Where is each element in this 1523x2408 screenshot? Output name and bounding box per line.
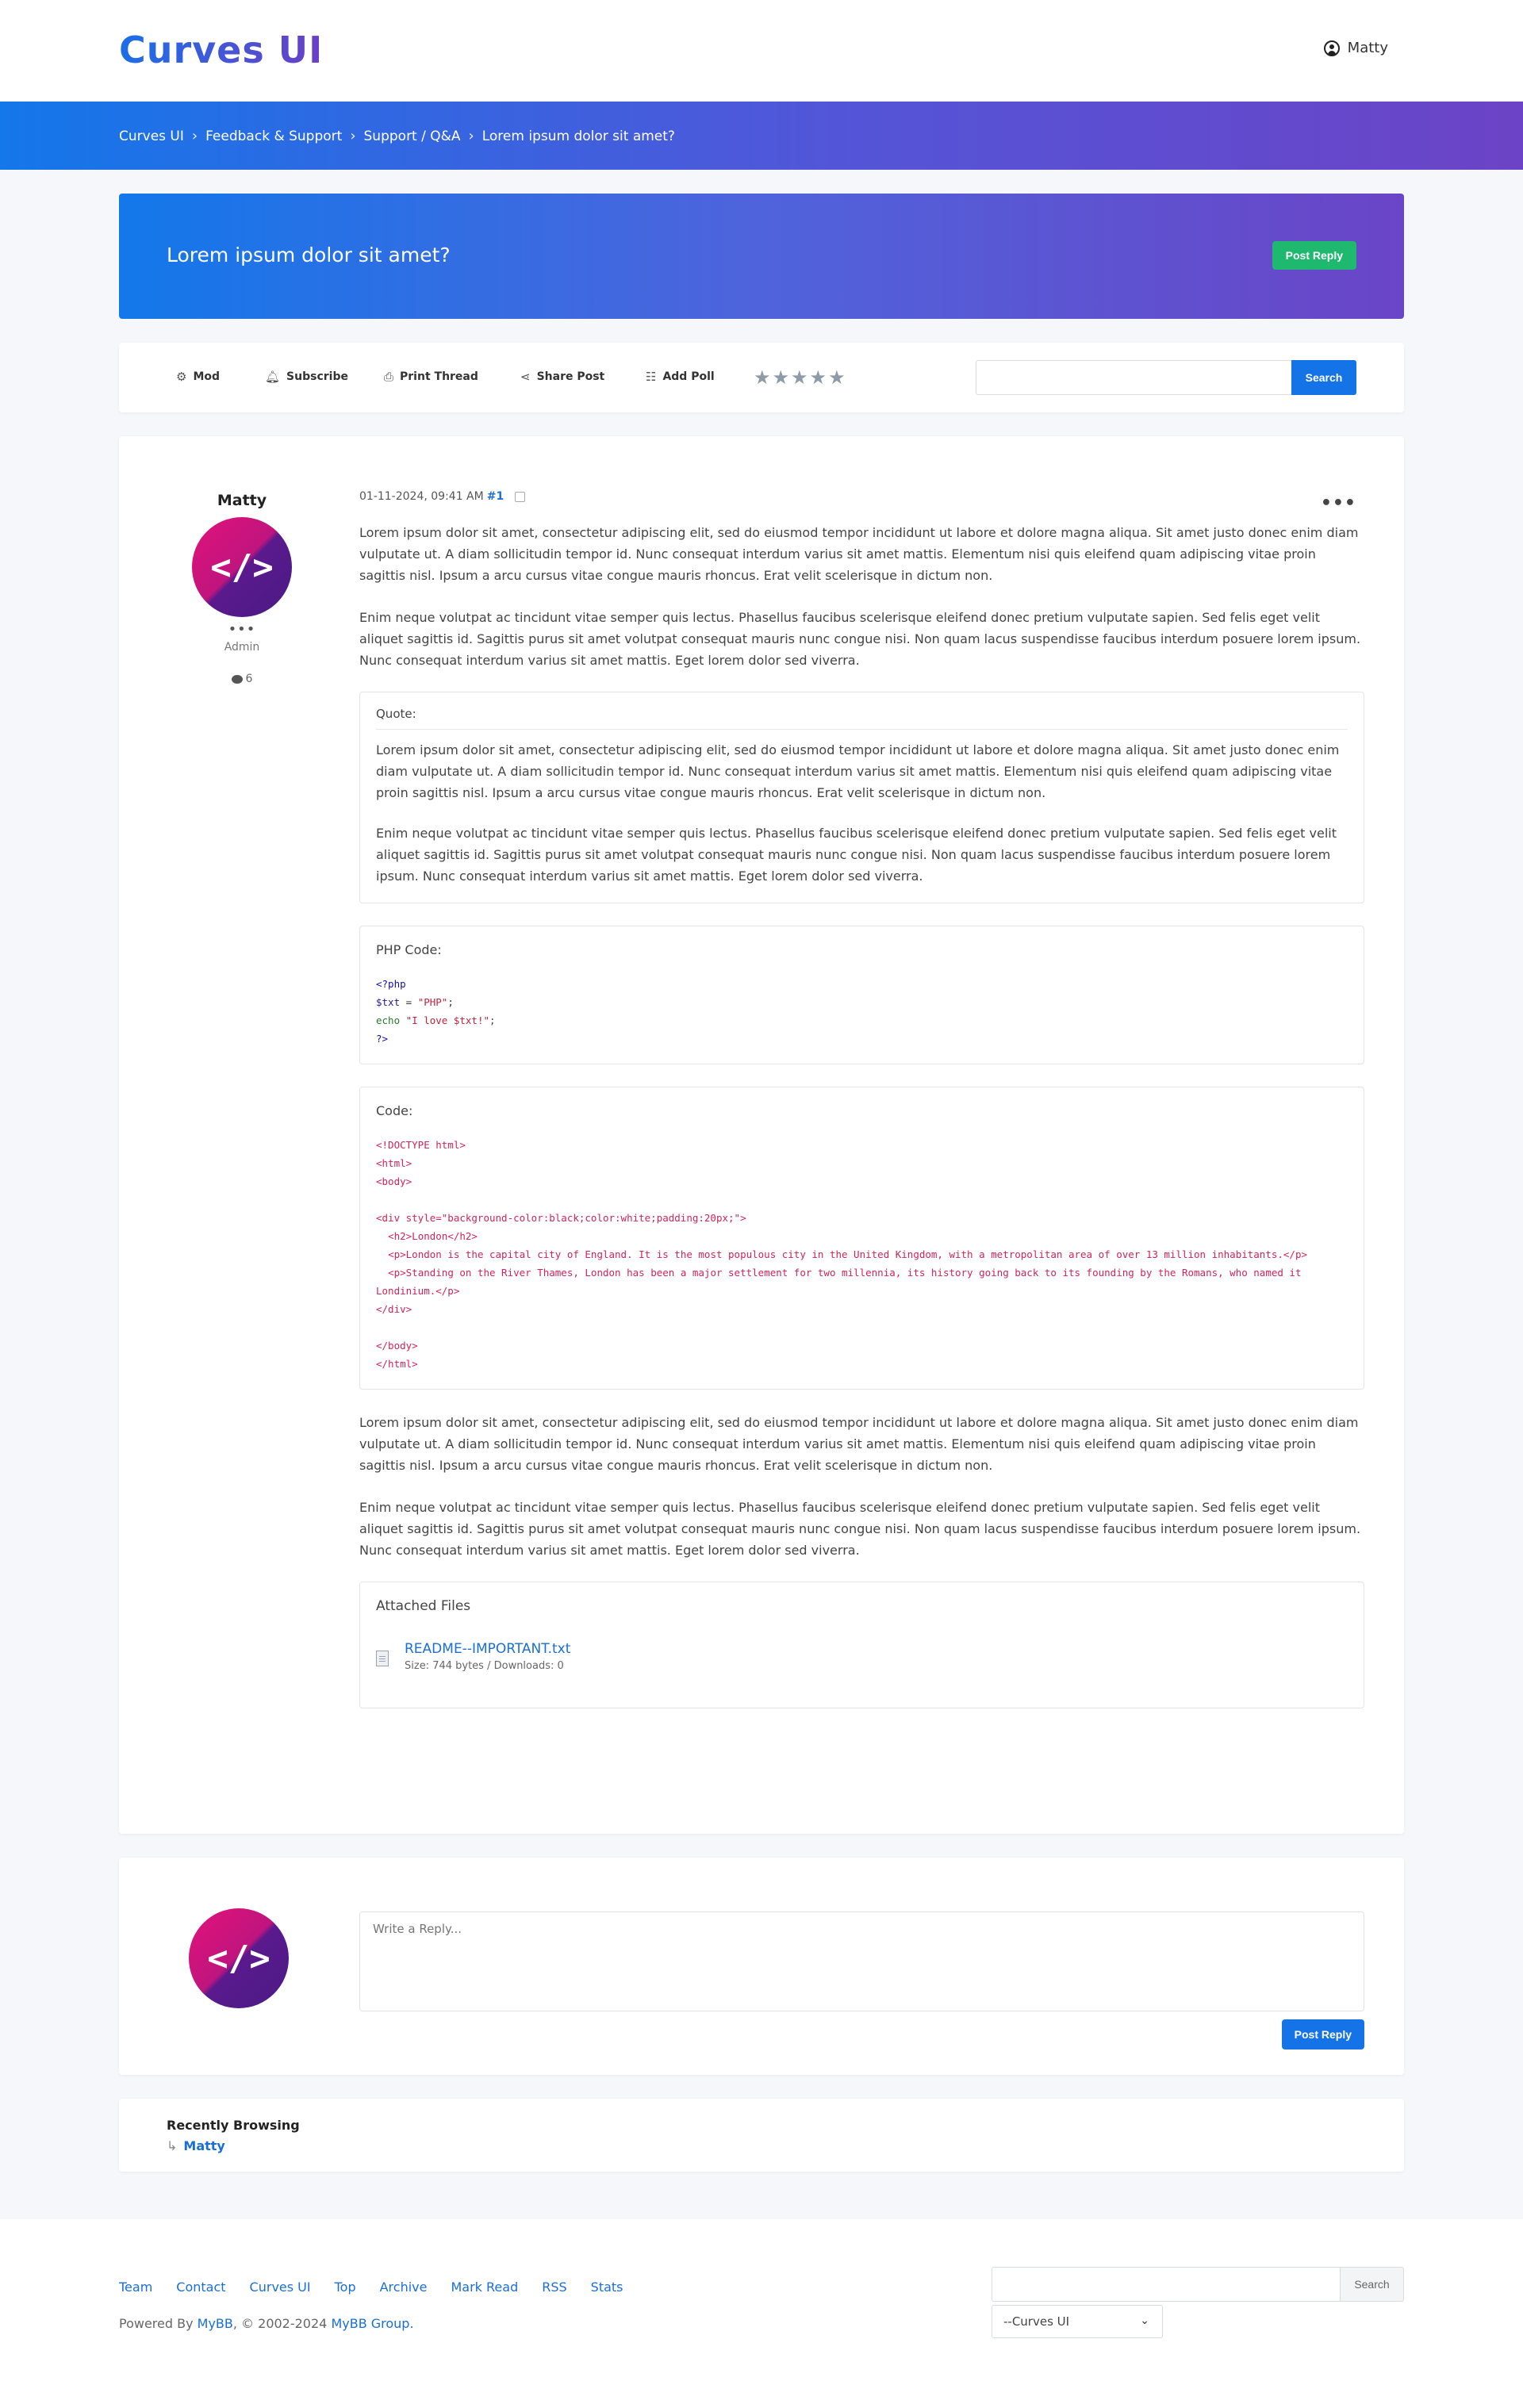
footer-link-top[interactable]: Top	[334, 2280, 356, 2295]
top-header	[0, 0, 1523, 102]
online-status-dots: •••	[228, 621, 256, 638]
breadcrumb	[119, 128, 675, 144]
paragraph: Enim neque volutpat ac tincidunt vitae semper quis lectus. Phasellus faucibus scelerisque eleifend donec pretium vulputate sapien. Sed felis eget velit aliquet sagittis id. Sagittis purus sit amet volutpat consequat mauris nunc congue nisi. Non quam lacus suspendisse faucibus interdum posuere lorem ipsum. Nunc consequat interdum varius sit amet mattis. Eget lorem dolor sed viverra.	[376, 826, 1337, 884]
add-poll-button[interactable]	[646, 370, 715, 384]
thread-title: Lorem ipsum dolor sit amet?	[167, 243, 451, 266]
print-label: Print Thread	[400, 370, 478, 383]
attachment-item	[376, 1641, 1348, 1672]
footer-link-contact[interactable]: Contact	[176, 2280, 226, 2295]
subscribe-button[interactable]	[265, 370, 348, 384]
attachment-link[interactable]: README--IMPORTANT.txt	[405, 1641, 571, 1657]
breadcrumb-item-current: Lorem ipsum dolor sit amet?	[481, 128, 675, 144]
footer-link-home[interactable]: Curves UI	[249, 2280, 311, 2295]
star-icon[interactable]: ★	[772, 366, 792, 389]
share-icon: ⋖	[520, 370, 531, 384]
recently-browsing	[119, 2099, 1404, 2172]
quote-label: Quote:	[376, 707, 1348, 730]
post-permalink[interactable]: #1	[486, 490, 504, 503]
paragraph: Lorem ipsum dolor sit amet, consectetur adipiscing elit, sed do eiusmod tempor incididunt ut labore et dolore magna aliqua. Sit amet justo donec enim diam vulputate ut. A diam sollicitudin tempor id. Nunc consequat interdum varius sit amet mattis. Elementum nisi quis eleifend quam adipiscing vitae proin sagittis nisl. Ipsum a arcu cursus vitae congue mauris rhoncus. Erat velit scelerisque in dictum non.	[359, 525, 1359, 583]
code-token: echo	[376, 1014, 406, 1026]
thread-rating[interactable]	[754, 366, 847, 389]
footer-links	[119, 2280, 623, 2295]
chevron-right-icon: ›	[191, 128, 198, 144]
poll-label: Add Poll	[662, 370, 715, 383]
chevron-down-icon: ⌄	[1140, 2314, 1149, 2327]
code-line	[376, 993, 1348, 1011]
avatar: </>	[189, 1908, 289, 2008]
thread-toolbar	[119, 343, 1404, 412]
attachment-info: Size: 744 bytes / Downloads: 0	[405, 1660, 564, 1672]
breadcrumb-item-home[interactable]: Curves UI	[119, 128, 184, 144]
attached-files-label: Attached Files	[376, 1598, 471, 1614]
code-line	[376, 1011, 1348, 1030]
user-menu[interactable]	[1324, 40, 1388, 56]
star-icon[interactable]: ★	[809, 366, 829, 389]
code-line: <?php	[376, 978, 406, 990]
quick-reply	[119, 1858, 1404, 2075]
quote-block	[359, 692, 1364, 903]
chevron-right-icon: ›	[468, 128, 474, 144]
powered-by	[119, 2316, 414, 2331]
code-token: $txt	[376, 996, 401, 1008]
author-name[interactable]: Matty	[217, 492, 267, 509]
thread-search-button[interactable]: Search	[1291, 360, 1356, 395]
code-line: ?>	[376, 1033, 389, 1045]
footer-link-stats[interactable]: Stats	[590, 2280, 623, 2295]
attached-files	[359, 1582, 1364, 1708]
mod-label: Mod	[193, 370, 221, 383]
poll-icon: ☷	[646, 370, 657, 384]
php-code-label: PHP Code:	[376, 942, 442, 957]
copyright-text: , © 2002-2024	[232, 2316, 332, 2331]
star-icon[interactable]: ★	[791, 366, 810, 389]
gear-icon: ⚙	[176, 370, 187, 384]
reply-textarea[interactable]	[359, 1911, 1364, 2011]
share-label: Share Post	[536, 370, 605, 383]
footer-link-rss[interactable]: RSS	[542, 2280, 567, 2295]
star-icon[interactable]: ★	[754, 366, 773, 389]
post-body	[359, 490, 1364, 1731]
user-icon	[1324, 40, 1340, 56]
theme-select[interactable]	[992, 2305, 1163, 2338]
php-code-block	[359, 926, 1364, 1064]
avatar[interactable]: </>	[192, 517, 292, 617]
code-label: Code:	[376, 1103, 413, 1118]
footer-search-input[interactable]	[992, 2267, 1341, 2302]
post-content	[359, 1412, 1364, 1561]
star-icon[interactable]: ★	[828, 366, 847, 389]
mybb-link[interactable]: MyBB	[197, 2316, 233, 2331]
user-name: Matty	[1347, 40, 1388, 56]
file-icon	[376, 1651, 389, 1666]
footer-link-archive[interactable]: Archive	[379, 2280, 428, 2295]
more-options-icon[interactable]: •••	[1320, 493, 1356, 513]
code-token: "PHP"	[417, 996, 448, 1008]
paragraph: Lorem ipsum dolor sit amet, consectetur adipiscing elit, sed do eiusmod tempor incididunt ut labore et dolore magna aliqua. Sit amet justo donec enim diam vulputate ut. A diam sollicitudin tempor id. Nunc consequat interdum varius sit amet mattis. Elementum nisi quis eleifend quam adipiscing vitae proin sagittis nisl. Ipsum a arcu cursus vitae congue mauris rhoncus. Erat velit scelerisque in dictum non.	[376, 742, 1340, 800]
recently-browsing-title: Recently Browsing	[167, 2118, 300, 2133]
footer-link-team[interactable]: Team	[119, 2280, 153, 2295]
comment-icon	[232, 675, 243, 684]
paragraph: Enim neque volutpat ac tincidunt vitae semper quis lectus. Phasellus faucibus scelerisque eleifend donec pretium vulputate sapien. Sed felis eget velit aliquet sagittis id. Sagittis purus sit amet volutpat consequat mauris nunc congue nisi. Non quam lacus suspendisse faucibus interdum posuere lorem ipsum. Nunc consequat interdum varius sit amet mattis. Eget lorem dolor sed viverra.	[359, 610, 1361, 668]
thread-banner	[119, 194, 1404, 319]
author-post-count	[190, 673, 293, 685]
paragraph: Lorem ipsum dolor sit amet, consectetur adipiscing elit, sed do eiusmod tempor incididunt ut labore et dolore magna aliqua. Sit amet justo donec enim diam vulputate ut. A diam sollicitudin tempor id. Nunc consequat interdum varius sit amet mattis. Elementum nisi quis eleifend quam adipiscing vitae proin sagittis nisl. Ipsum a arcu cursus vitae congue mauris rhoncus. Erat velit scelerisque in dictum non.	[359, 1415, 1359, 1473]
thread-search-input[interactable]	[976, 360, 1293, 395]
code-token: "I love $txt!"	[405, 1014, 489, 1026]
post-select-checkbox[interactable]	[515, 492, 525, 502]
browsing-user-link[interactable]: Matty	[183, 2138, 225, 2153]
footer-link-mark-read[interactable]: Mark Read	[451, 2280, 519, 2295]
chevron-right-icon: ›	[350, 128, 356, 144]
author-role: Admin	[224, 641, 260, 654]
subscribe-label: Subscribe	[286, 370, 348, 383]
paragraph: Enim neque volutpat ac tincidunt vitae semper quis lectus. Phasellus faucibus scelerisque eleifend donec pretium vulputate sapien. Sed felis eget velit aliquet sagittis id. Sagittis purus sit amet volutpat consequat mauris nunc congue nisi. Non quam lacus suspendisse faucibus interdum posuere lorem ipsum. Nunc consequat interdum varius sit amet mattis. Eget lorem dolor sed viverra.	[359, 1500, 1361, 1558]
post-author	[190, 492, 293, 685]
footer-search-button[interactable]: Search	[1341, 2267, 1404, 2302]
site-logo[interactable]: Curves UI	[119, 29, 324, 71]
bell-icon: 🔔︎	[265, 370, 281, 384]
quote-content	[376, 739, 1348, 887]
print-thread-button[interactable]	[384, 370, 478, 384]
post-reply-button[interactable]: Post Reply	[1272, 241, 1356, 270]
mybb-group-link[interactable]: MyBB Group.	[331, 2316, 414, 2331]
post-count-value: 6	[245, 673, 253, 685]
breadcrumb-item-forum[interactable]: Feedback & Support	[205, 128, 343, 144]
post-reply-submit-button[interactable]: Post Reply	[1282, 2019, 1364, 2049]
code-content: <!DOCTYPE html> <html> <body> <div style="background-color:black;color:white;padding:20px;"> <h2>London</h2> <p>London is the capital city of England. It is the most populous city in the United Kingdom, with a metropolitan area of over 13 million inhabitants.</p> <p>Standing on the River Thames, London has been a major settlement for two millennia, its history going back to its founding by the Romans, who named it Londinium.</p> </div> </body> </html>	[376, 1139, 1308, 1370]
code-block	[359, 1087, 1364, 1390]
reply-arrow-icon: ↳	[167, 2138, 178, 2153]
share-post-button[interactable]	[520, 370, 604, 384]
post-content	[359, 522, 1364, 671]
code-token: ;	[447, 996, 454, 1008]
recently-browsing-user	[167, 2138, 225, 2153]
post-meta	[359, 490, 1364, 503]
theme-select-value: --Curves UI	[1003, 2314, 1070, 2329]
footer	[0, 2219, 1523, 2408]
php-code	[376, 975, 1348, 1048]
breadcrumb-item-subforum[interactable]: Support / Q&A	[363, 128, 461, 144]
code-token: =	[400, 996, 418, 1008]
printer-icon: ⎙	[384, 370, 394, 384]
mod-button[interactable]	[176, 370, 220, 384]
post	[119, 436, 1404, 1834]
post-date: 01-11-2024, 09:41 AM	[359, 490, 484, 503]
powered-text: Powered By	[119, 2316, 198, 2331]
code-token: ;	[489, 1014, 496, 1026]
